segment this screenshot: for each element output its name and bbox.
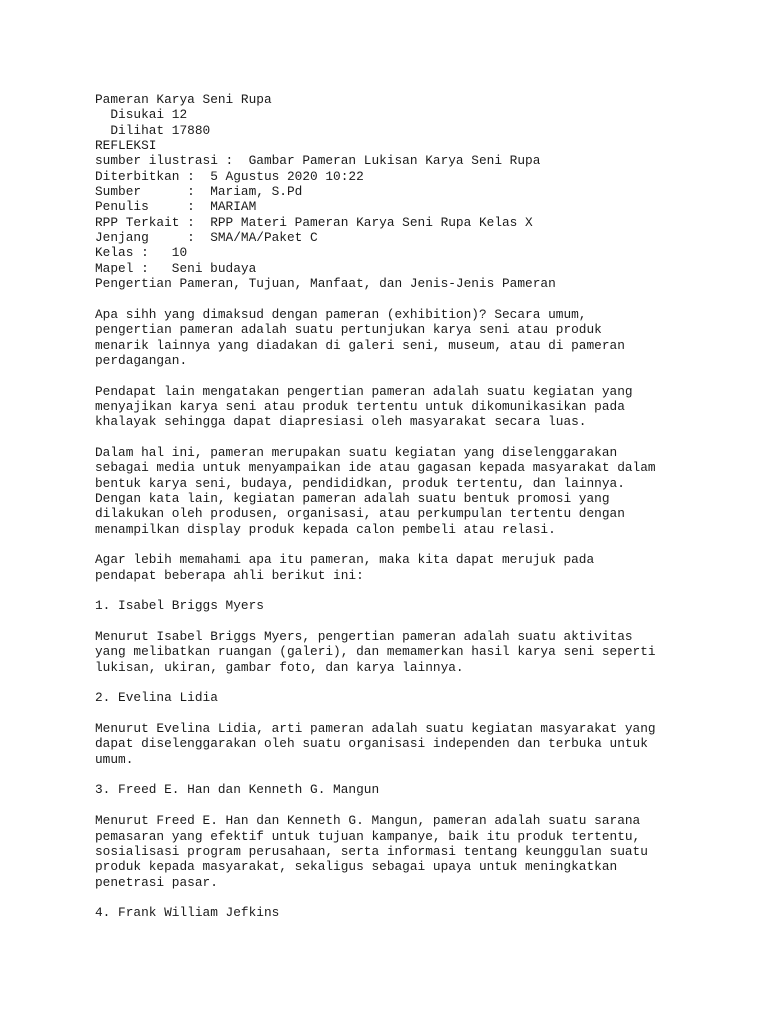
text-line: dilakukan oleh produsen, organisasi, atau perkumpulan tertentu dengan: [95, 506, 625, 522]
paragraph-spacer: [95, 583, 735, 598]
paragraph-spacer: [95, 798, 735, 813]
metadata-row: [95, 215, 735, 230]
metadata-row: [95, 153, 735, 168]
text-line: umum.: [95, 751, 134, 767]
paragraph-spacer: [95, 614, 735, 629]
text-line: menarik lainnya yang diadakan di galeri seni, museum, atau di pameran: [95, 337, 625, 353]
expert-heading: [95, 598, 735, 613]
paragraph-spacer: [95, 675, 735, 690]
metadata-key: Penulis :: [95, 199, 195, 215]
paragraph: [95, 813, 735, 890]
paragraph-spacer: [95, 368, 735, 383]
text-line: Menurut Freed E. Han dan Kenneth G. Mangun, pameran adalah suatu sarana: [95, 813, 641, 829]
text-line: Pendapat lain mengatakan pengertian pameran adalah suatu kegiatan yang: [95, 383, 633, 399]
paragraph: [95, 445, 735, 537]
text-line: sosialisasi program perusahaan, serta informasi tentang keunggulan suatu: [95, 843, 648, 859]
text-line: penetrasi pasar.: [95, 874, 218, 890]
metadata-value: MARIAM: [210, 199, 257, 215]
expert-heading: [95, 905, 735, 920]
metadata-key: Jenjang :: [95, 230, 195, 246]
views-count: Dilihat 17880: [95, 122, 211, 138]
expert-heading: [95, 690, 735, 705]
paragraph-spacer: [95, 430, 735, 445]
text-line: Menurut Isabel Briggs Myers, pengertian pameran adalah suatu aktivitas: [95, 629, 633, 645]
metadata-row: [95, 245, 735, 260]
metadata-row: [95, 169, 735, 184]
metadata-row: [95, 261, 735, 276]
text-line: Agar lebih memahami apa itu pameran, maka kita dapat merujuk pada: [95, 552, 595, 568]
text-line: dapat diselenggarakan oleh suatu organisasi independen dan terbuka untuk: [95, 736, 648, 752]
text-line: khalayak sehingga dapat diapresiasi oleh masyarakat secara luas.: [95, 414, 587, 430]
expert-heading: [95, 782, 735, 797]
metadata-key: Kelas :: [95, 245, 149, 261]
metadata-row: [95, 199, 735, 214]
document-page: [95, 92, 735, 921]
text-line: menyajikan karya seni atau produk tertentu untuk dikomunikasikan pada: [95, 398, 625, 414]
text-line: 1. Isabel Briggs Myers: [95, 598, 264, 614]
metadata-value: 10: [171, 245, 188, 261]
text-line: sebagai media untuk menyampaikan ide atau gagasan kepada masyarakat dalam: [95, 460, 656, 476]
text-line: 2. Evelina Lidia: [95, 690, 218, 706]
metadata-key: RPP Terkait :: [95, 214, 195, 230]
paragraph-spacer: [95, 767, 735, 782]
section-subtitle: Pengertian Pameran, Tujuan, Manfaat, dan Jenis-Jenis Pameran: [95, 276, 556, 292]
text-line: Dalam hal ini, pameran merupakan suatu kegiatan yang diselenggarakan: [95, 444, 618, 460]
metadata-block: [95, 153, 735, 276]
text-line: menampilkan display produk kepada calon pembeli atau relasi.: [95, 521, 556, 537]
text-line: pengertian pameran adalah suatu pertunjukan karya seni atau produk: [95, 322, 602, 338]
text-line: Menurut Evelina Lidia, arti pameran adalah suatu kegiatan masyarakat yang: [95, 721, 656, 737]
text-line: Dengan kata lain, kegiatan pameran adalah suatu bentuk promosi yang: [95, 490, 610, 506]
paragraph: [95, 721, 735, 767]
metadata-value: Gambar Pameran Lukisan Karya Seni Rupa: [240, 153, 541, 169]
metadata-key: sumber ilustrasi :: [95, 153, 234, 169]
metadata-row: [95, 184, 735, 199]
metadata-key: Diterbitkan :: [95, 168, 195, 184]
category-label: REFLEKSI: [95, 138, 157, 154]
paragraph-spacer: [95, 291, 735, 306]
text-line: pendapat beberapa ahli berikut ini:: [95, 567, 364, 583]
metadata-value: 5 Agustus 2020 10:22: [210, 168, 364, 184]
text-line: 3. Freed E. Han dan Kenneth G. Mangun: [95, 782, 380, 798]
metadata-value: Seni budaya: [171, 260, 257, 276]
text-line: produk kepada masyarakat, sekaligus sebagai upaya untuk meningkatkan: [95, 859, 618, 875]
paragraph: [95, 307, 735, 368]
metadata-key: Mapel :: [95, 260, 149, 276]
text-line: Apa sihh yang dimaksud dengan pameran (exhibition)? Secara umum,: [95, 306, 587, 322]
likes-count: Disukai 12: [95, 107, 188, 123]
metadata-value: SMA/MA/Paket C: [210, 230, 318, 246]
metadata-key: Sumber :: [95, 184, 195, 200]
paragraph: [95, 552, 735, 583]
paragraph: [95, 629, 735, 675]
paragraph-spacer: [95, 537, 735, 552]
text-line: pemasaran yang efektif untuk tujuan kampanye, baik itu produk tertentu,: [95, 828, 641, 844]
paragraph: [95, 384, 735, 430]
paragraph-spacer: [95, 890, 735, 905]
text-line: lukisan, ukiran, gambar foto, dan karya lainnya.: [95, 659, 464, 675]
text-line: perdagangan.: [95, 352, 188, 368]
text-line: 4. Frank William Jefkins: [95, 905, 280, 921]
metadata-value: RPP Materi Pameran Karya Seni Rupa Kelas X: [210, 214, 533, 230]
text-line: bentuk karya seni, budaya, pendididkan, produk tertentu, dan lainnya.: [95, 475, 625, 491]
metadata-row: [95, 230, 735, 245]
metadata-value: Mariam, S.Pd: [210, 184, 303, 200]
paragraph-spacer: [95, 706, 735, 721]
article-body: [95, 291, 735, 920]
text-line: yang melibatkan ruangan (galeri), dan memamerkan hasil karya seni seperti: [95, 644, 656, 660]
document-title: Pameran Karya Seni Rupa: [95, 92, 272, 107]
